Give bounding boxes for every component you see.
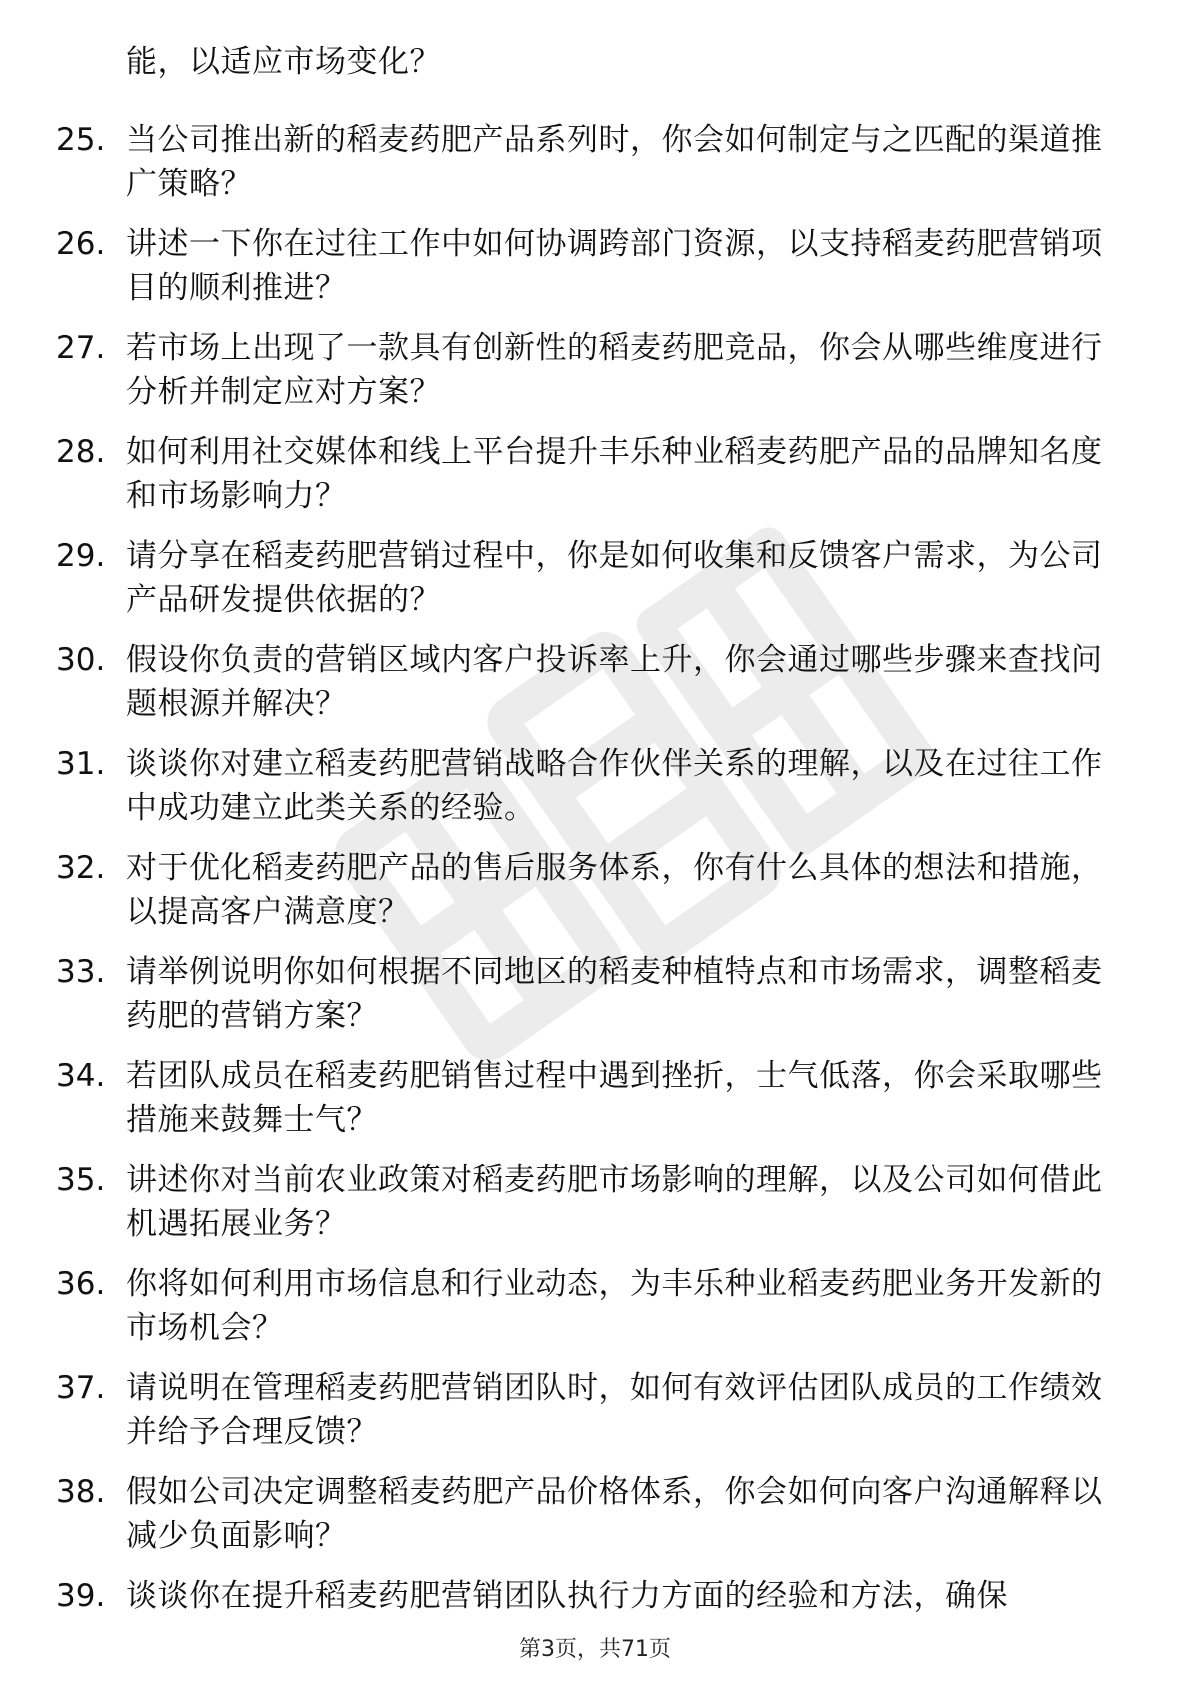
question-text: 谈谈你对建立稻麦药肥营销战略合作伙伴关系的理解，以及在过往工作中成功建立此类关系的经验。 (126, 746, 1103, 826)
question-number: 26. (56, 226, 106, 262)
question-number: 37. (56, 1370, 106, 1406)
question-item (56, 1366, 1136, 1454)
page-footer: 第3页，共71页 (519, 1637, 671, 1662)
question-item (56, 430, 1136, 518)
question-text: 谈谈你在提升稻麦药肥营销团队执行力方面的经验和方法，确保 (126, 1578, 1008, 1614)
question-number: 31. (56, 746, 106, 782)
question-number: 32. (56, 850, 106, 886)
question-number: 27. (56, 330, 106, 366)
question-text: 如何利用社交媒体和线上平台提升丰乐种业稻麦药肥产品的品牌知名度和市场影响力？ (126, 434, 1103, 514)
question-number: 30. (56, 642, 106, 678)
question-text: 若市场上出现了一款具有创新性的稻麦药肥竞品，你会从哪些维度进行分析并制定应对方案？ (126, 330, 1103, 410)
question-item (56, 1470, 1136, 1558)
question-item (56, 326, 1136, 414)
question-item (56, 1262, 1136, 1350)
question-item (56, 638, 1136, 726)
question-text: 假设你负责的营销区域内客户投诉率上升，你会通过哪些步骤来查找问题根源并解决？ (126, 642, 1103, 722)
question-item (56, 222, 1136, 310)
question-continuation: 能，以适应市场变化？ (126, 44, 441, 80)
question-item (56, 1158, 1136, 1246)
question-item (56, 950, 1136, 1038)
question-text: 讲述你对当前农业政策对稻麦药肥市场影响的理解，以及公司如何借此机遇拓展业务？ (126, 1162, 1103, 1242)
question-number: 33. (56, 954, 106, 990)
question-text: 当公司推出新的稻麦药肥产品系列时，你会如何制定与之匹配的渠道推广策略？ (126, 122, 1103, 202)
question-text: 请说明在管理稻麦药肥营销团队时，如何有效评估团队成员的工作绩效并给予合理反馈？ (126, 1370, 1103, 1450)
question-text: 若团队成员在稻麦药肥销售过程中遇到挫折，士气低落，你会采取哪些措施来鼓舞士气？ (126, 1058, 1103, 1138)
question-text: 请举例说明你如何根据不同地区的稻麦种植特点和市场需求，调整稻麦药肥的营销方案？ (126, 954, 1103, 1034)
question-item (56, 742, 1136, 830)
question-item (56, 118, 1136, 206)
question-items (56, 118, 1136, 1618)
question-text: 对于优化稻麦药肥产品的售后服务体系，你有什么具体的想法和措施，以提高客户满意度？ (126, 850, 1103, 930)
question-number: 35. (56, 1162, 106, 1198)
question-text: 假如公司决定调整稻麦药肥产品价格体系，你会如何向客户沟通解释以减少负面影响？ (126, 1474, 1103, 1554)
question-number: 38. (56, 1474, 106, 1510)
question-number: 39. (56, 1578, 106, 1614)
question-item (56, 1054, 1136, 1142)
question-number: 29. (56, 538, 106, 574)
question-item (56, 1574, 1136, 1618)
question-item (56, 846, 1136, 934)
question-item (56, 534, 1136, 622)
question-text: 请分享在稻麦药肥营销过程中，你是如何收集和反馈客户需求，为公司产品研发提供依据的？ (126, 538, 1103, 618)
question-number: 36. (56, 1266, 106, 1302)
question-number: 25. (56, 122, 106, 158)
question-text: 讲述一下你在过往工作中如何协调跨部门资源，以支持稻麦药肥营销项目的顺利推进？ (126, 226, 1103, 306)
question-list (56, 40, 1136, 1634)
question-text: 你将如何利用市场信息和行业动态，为丰乐种业稻麦药肥业务开发新的市场机会？ (126, 1266, 1103, 1346)
question-number: 34. (56, 1058, 106, 1094)
question-number: 28. (56, 434, 106, 470)
